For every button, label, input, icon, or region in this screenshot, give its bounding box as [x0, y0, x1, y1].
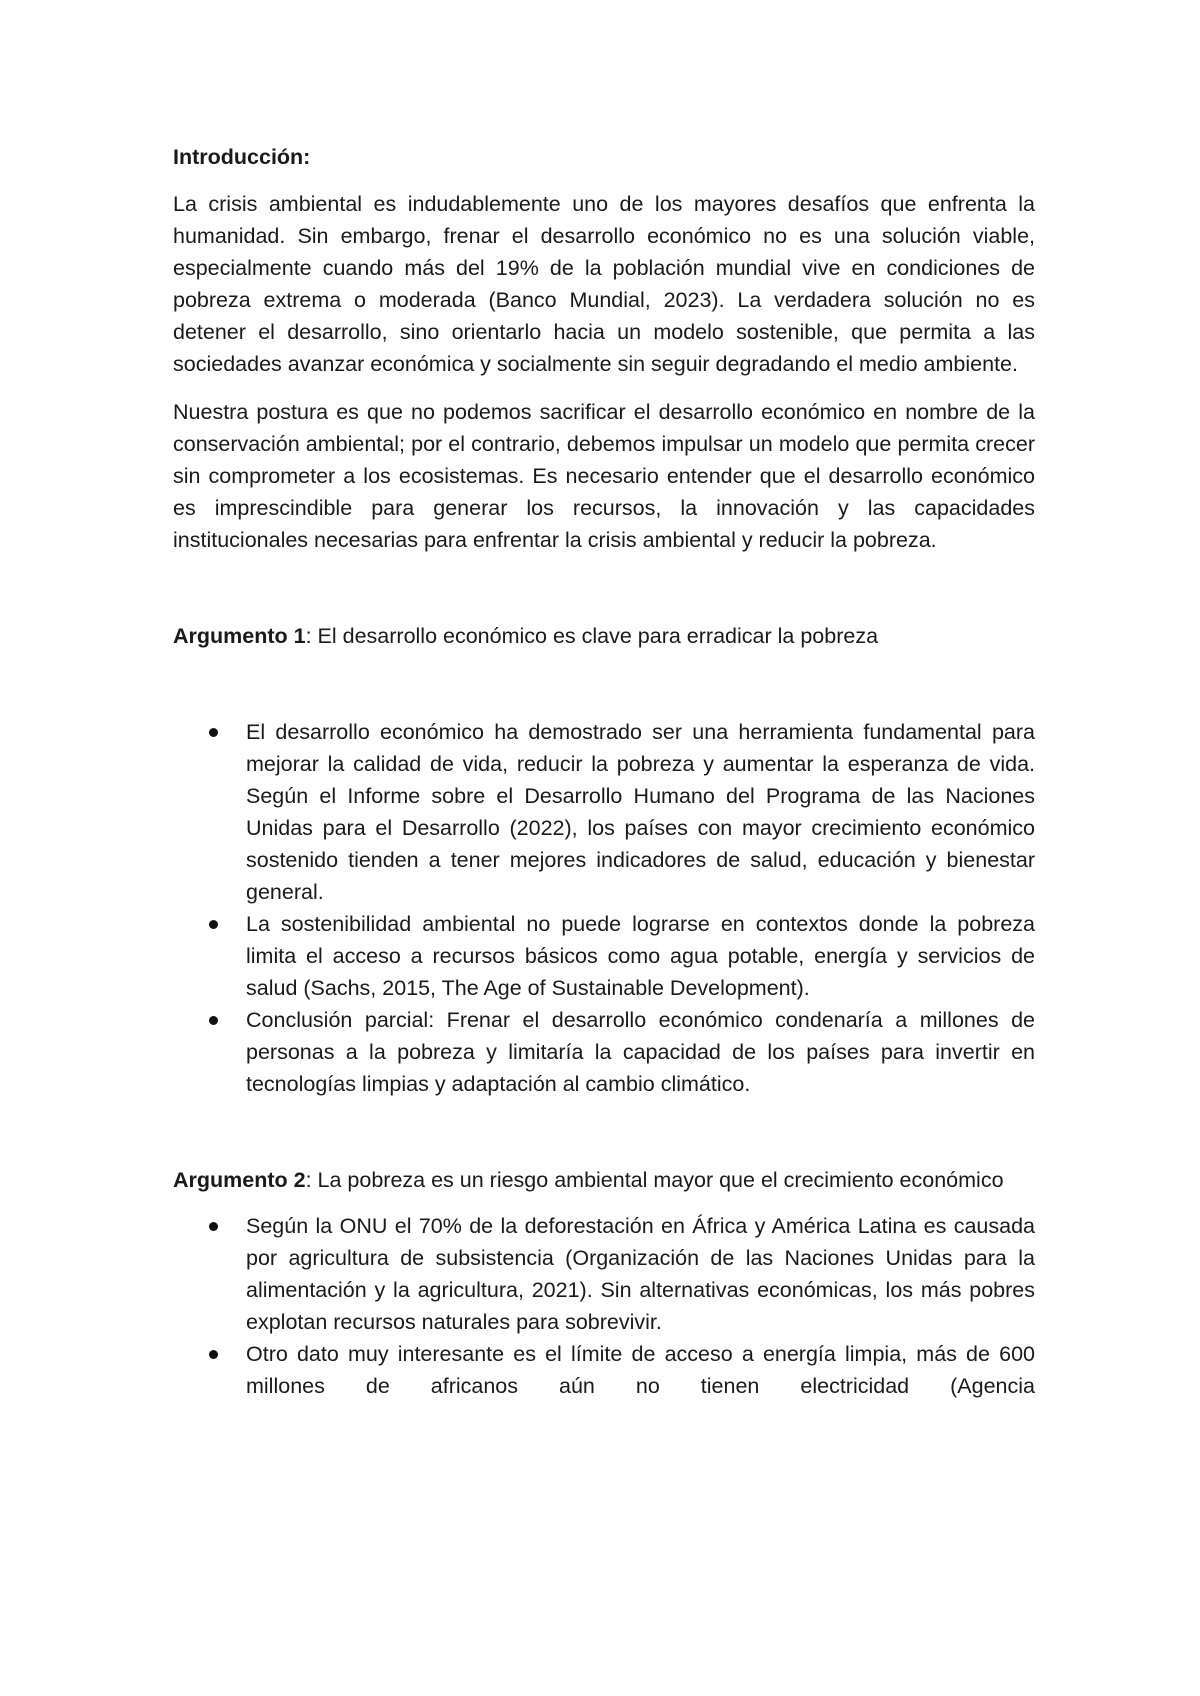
bullet-icon: [209, 1350, 218, 1359]
bullet-icon: [209, 728, 218, 737]
list-item-text: Conclusión parcial: Frenar el desarrollo económico condenaría a millones de personas a la pobreza y limitaría la capacidad de los países para invertir en tecnologías limpias y adaptación al cambio climático.: [246, 1008, 1035, 1096]
argument-1-label: Argumento 1: [173, 624, 306, 648]
intro-paragraph-2: Nuestra postura es que no podemos sacrificar el desarrollo económico en nombre de la conservación ambiental; por el contrario, debemos impulsar un modelo que permita crecer sin comprometer a los ecosistemas. Es necesario entender que el desarrollo económico es imprescindible para generar los recursos, la innovación y las capacidades institucionales necesarias para enfrentar la crisis ambiental y reducir la pobreza.: [173, 400, 1035, 552]
bullet-icon: [209, 920, 218, 929]
bullet-icon: [209, 1016, 218, 1025]
argument-2-list: [173, 1210, 1035, 1402]
intro-heading: Introducción:: [173, 145, 311, 169]
document-body: [173, 141, 1035, 1402]
list-item: [173, 1210, 1035, 1338]
argument-2-heading: [173, 1164, 1035, 1196]
argument-1-heading: [173, 620, 1035, 652]
list-item: [173, 908, 1035, 1004]
list-item-text: El desarrollo económico ha demostrado ser una herramienta fundamental para mejorar la calidad de vida, reducir la pobreza y aumentar la esperanza de vida. Según el Informe sobre el Desarrollo Humano del Programa de las Naciones Unidas para el Desarrollo (2022), los países con mayor crecimiento económico sostenido tienden a tener mejores indicadores de salud, educación y bienestar general.: [246, 720, 1035, 904]
list-item: [173, 1004, 1035, 1100]
argument-1-list: [173, 716, 1035, 1100]
bullet-icon: [209, 1222, 218, 1231]
list-item-text: La sostenibilidad ambiental no puede lograrse en contextos donde la pobreza limita el acceso a recursos básicos como agua potable, energía y servicios de salud (Sachs, 2015, The Age of Sustainable Development).: [246, 912, 1035, 1000]
argument-2-title: : La pobreza es un riesgo ambiental mayor que el crecimiento económico: [305, 1168, 1004, 1192]
argument-1-title: : El desarrollo económico es clave para erradicar la pobreza: [305, 624, 879, 648]
argument-2-label: Argumento 2: [173, 1168, 306, 1192]
list-item: [173, 1338, 1035, 1402]
intro-paragraph-1: La crisis ambiental es indudablemente uno de los mayores desafíos que enfrenta la humanidad. Sin embargo, frenar el desarrollo económico no es una solución viable, especialmente cuando más del 19% de la población mundial vive en condiciones de pobreza extrema o moderada (Banco Mundial, 2023). La verdadera solución no es detener el desarrollo, sino orientarlo hacia un modelo sostenible, que permita a las sociedades avanzar económica y socialmente sin seguir degradando el medio ambiente.: [173, 192, 1035, 376]
list-item-text: Otro dato muy interesante es el límite de acceso a energía limpia, más de 600 millones de africanos aún no tienen electricidad (Agencia: [246, 1342, 1035, 1398]
list-item: [173, 716, 1035, 908]
list-item-text: Según la ONU el 70% de la deforestación en África y América Latina es causada por agricultura de subsistencia (Organización de las Naciones Unidas para la alimentación y la agricultura, 2021). Sin alternativas económicas, los más pobres explotan recursos naturales para sobrevivir.: [246, 1214, 1035, 1334]
